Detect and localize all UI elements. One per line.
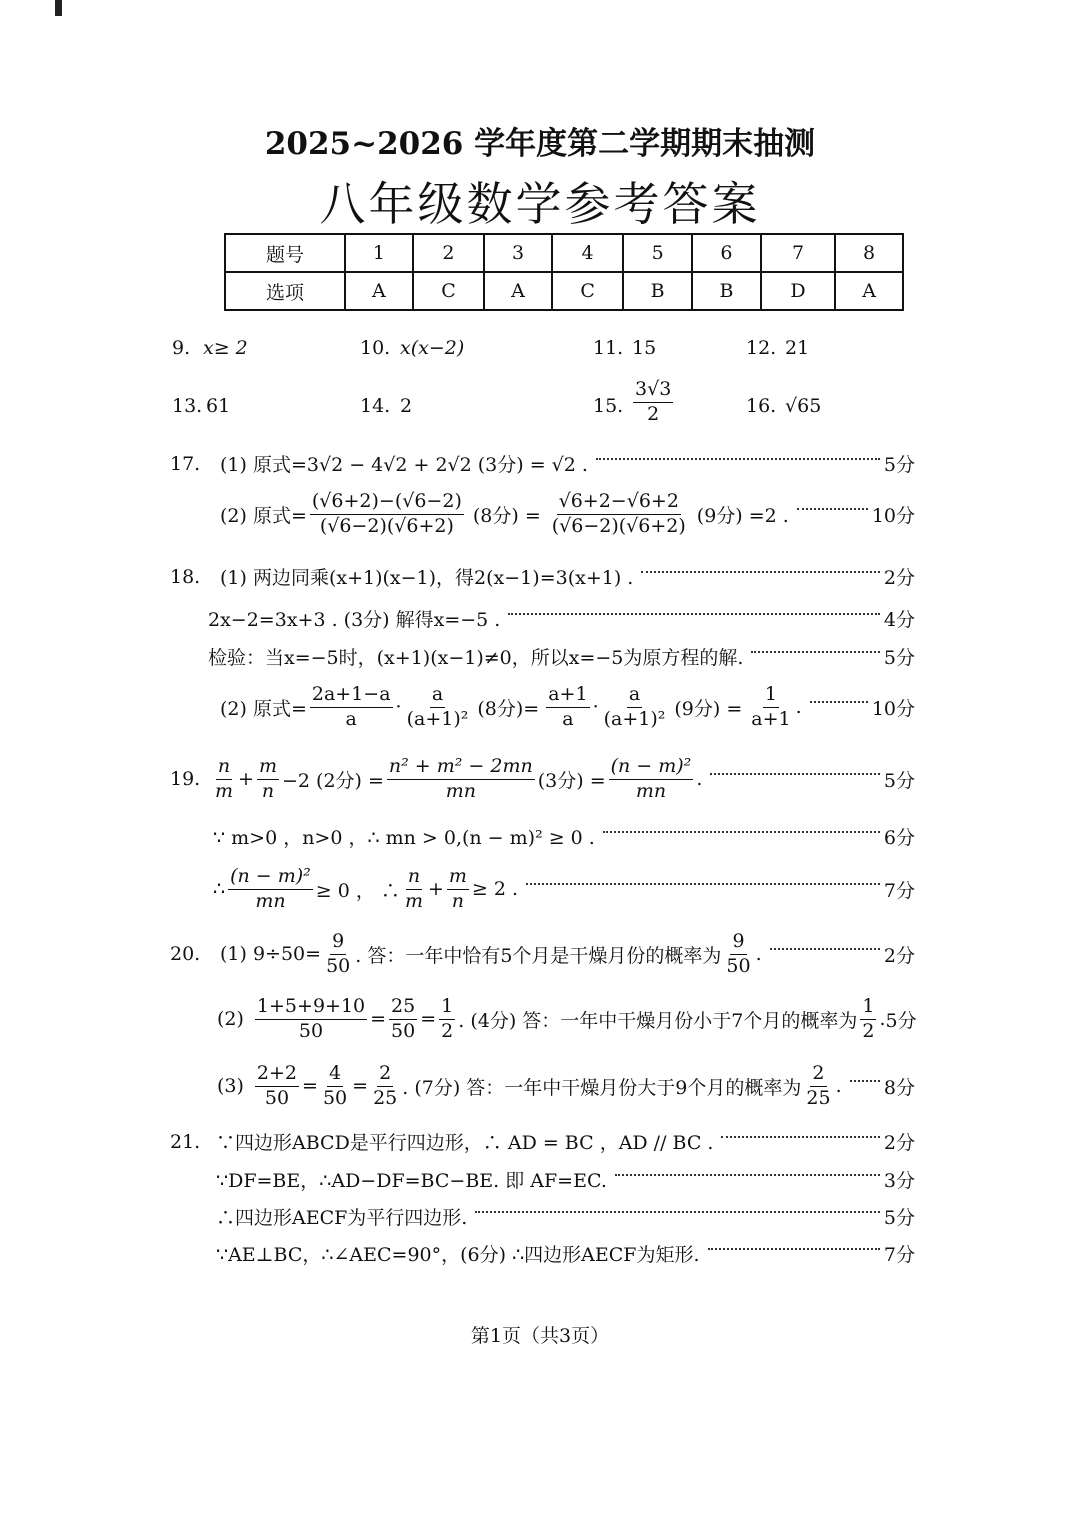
score-label: 2分 bbox=[883, 567, 915, 589]
fraction: $\frac{m}{n}$ bbox=[448, 865, 467, 912]
leader-dots bbox=[508, 613, 880, 615]
fraction: $\frac{(√6+2)-(√6-2)}{(√6-2)(√6+2)}$ bbox=[311, 490, 462, 537]
q21-line2-text: ∵DF=BE，∴AD−DF=BC−BE. 即 AF=EC. bbox=[216, 1170, 607, 1192]
fraction: $\frac{25}{50}$ bbox=[391, 995, 416, 1042]
q20-part1: 20. (1) 9÷50= $\frac{9}{50}$ . 答：一年中恰有5个月是干燥月份的概率为 $\frac{9}{50}$ . 2分 bbox=[170, 930, 915, 977]
q19-line1-b: (3分) = bbox=[537, 769, 606, 792]
answer-key-title: 八年级数学参考答案 bbox=[319, 177, 761, 231]
q11-number: 11. bbox=[593, 337, 624, 359]
q18-line2 bbox=[0, 605, 915, 632]
fraction: $\frac{a}{\text{(a+1)²}}$ bbox=[603, 683, 666, 730]
fraction: $\frac{9}{50}$ bbox=[326, 930, 351, 977]
table-row bbox=[225, 234, 903, 272]
fraction: $\frac{1}{2}$ bbox=[441, 995, 454, 1042]
q21-line2 bbox=[0, 1166, 915, 1193]
score-label: 5分 bbox=[885, 1009, 917, 1032]
fraction: $\frac{\text{n² + m² − 2mn}}{mn}$ bbox=[388, 755, 533, 802]
q19-line3-c: ≥ 2 . bbox=[471, 878, 519, 901]
table-cell: A bbox=[835, 272, 903, 310]
q20-part3-a: (3) bbox=[217, 1075, 244, 1098]
q21-line3 bbox=[0, 1203, 915, 1230]
choice-answer-table bbox=[224, 233, 904, 311]
page-number: 第1页（共3页） bbox=[470, 1325, 610, 1347]
q20-part3-b: . (7分) 答：一年中干燥月份大于9个月的概率为 bbox=[402, 1076, 802, 1099]
q20-part2-a: (2) bbox=[217, 1008, 244, 1031]
q13-answer: 61 bbox=[206, 395, 231, 417]
q14-answer: 2 bbox=[400, 395, 413, 417]
score-label: 2分 bbox=[883, 944, 915, 967]
fraction: $\frac{1}{a+1}$ bbox=[751, 683, 791, 730]
q17-part1-text: (1) 原式=3√2 − 4√2 + 2√2 (3分) = √2 . bbox=[220, 454, 588, 476]
leader-dots bbox=[596, 458, 880, 460]
fraction: $\frac{a+1}{a}$ bbox=[548, 683, 588, 730]
leader-dots bbox=[751, 651, 879, 653]
table-cell: B bbox=[623, 272, 692, 310]
q10-number: 10. bbox=[360, 337, 391, 359]
fraction: $\frac{2a+1-a}{a}$ bbox=[311, 683, 391, 730]
table-row bbox=[225, 272, 903, 310]
q9-number: 9. bbox=[172, 337, 191, 359]
fraction: $\frac{2}{25}$ bbox=[806, 1062, 831, 1109]
table-header-cell: 选项 bbox=[225, 272, 345, 310]
fraction: $\frac{4}{50}$ bbox=[322, 1062, 348, 1109]
q19-number: 19. bbox=[170, 768, 201, 791]
q18-line1 bbox=[0, 563, 915, 590]
scan-mark bbox=[55, 0, 62, 16]
score-label: 4分 bbox=[883, 609, 915, 631]
leader-dots bbox=[710, 773, 880, 775]
q18-line1-text: (1) 两边同乘(x+1)(x−1)，得2(x−1)=3(x+1) . bbox=[220, 567, 634, 589]
q20-part1-a: (1) 9÷50= bbox=[220, 943, 322, 966]
table-cell: 5 bbox=[623, 234, 692, 272]
q21-line1-text: ∵四边形ABCD是平行四边形，∴ AD = BC ，AD // BC . bbox=[216, 1132, 714, 1154]
fraction: $\frac{1}{2}$ bbox=[862, 995, 875, 1042]
q20-part3: (3) $\frac{2+2}{50}$ = $\frac{4}{50}$ = $\frac{2}{25}$ . (7分) 答：一年中干燥月份大于9个月的概率为 $\frac{2}{25}$ . 8分 bbox=[217, 1062, 915, 1109]
table-cell: D bbox=[761, 272, 835, 310]
q18-part2-row: (2) 原式= $\frac{2a+1-a}{a}$ · $\frac{a}{\text{(a+1)²}}$ (8分)= $\frac{a+1}{a}$ · $\frac{a}{\text{(a+1)²}}$ (9分) = $\frac{1}{a+1}$ . 10分 bbox=[220, 683, 915, 730]
q18-line2-text: 2x−2=3x+3 . (3分) 解得x=−5 . bbox=[208, 609, 501, 631]
q15-answer bbox=[630, 378, 676, 427]
leader-dots bbox=[603, 831, 880, 833]
q21-number: 21. bbox=[170, 1130, 201, 1153]
leader-dots bbox=[850, 1080, 880, 1082]
table-cell: 8 bbox=[835, 234, 903, 272]
fraction: $\frac{√6+2-√6+2}{(√6-2)(√6+2)}$ bbox=[551, 490, 686, 537]
fraction: $\frac{n}{m}$ bbox=[215, 755, 234, 802]
q11-answer: 15 bbox=[632, 337, 657, 359]
score-label: 6分 bbox=[883, 827, 915, 849]
q17-part2-tail: (9分) =2 . bbox=[696, 504, 789, 527]
table-cell: A bbox=[484, 272, 552, 310]
leader-dots bbox=[526, 883, 880, 885]
q15-number: 15. bbox=[593, 395, 624, 417]
q17-part1-row bbox=[0, 450, 915, 477]
q19-line3-b: ≥ 0 ， ∴ bbox=[315, 879, 400, 902]
q21-line4-text: ∵AE⊥BC，∴∠AEC=90°，(6分) ∴四边形AECF为矩形. bbox=[216, 1244, 700, 1266]
table-cell: 6 bbox=[692, 234, 761, 272]
table-cell: 2 bbox=[413, 234, 484, 272]
q19-line3-a: ∴ bbox=[213, 878, 226, 901]
leader-dots bbox=[641, 571, 880, 573]
table-cell: 4 bbox=[552, 234, 623, 272]
leader-dots bbox=[770, 948, 880, 950]
table-cell: C bbox=[413, 272, 484, 310]
exam-title: 2025~2026 学年度第二学期期末抽测 bbox=[264, 126, 816, 162]
table-cell: 7 bbox=[761, 234, 835, 272]
q17-part2-mid: (8分) = bbox=[472, 504, 541, 527]
q20-number: 20. bbox=[170, 943, 201, 966]
q21-line3-text: ∴四边形AECF为平行四边形. bbox=[216, 1207, 468, 1229]
score-label: 3分 bbox=[883, 1170, 915, 1192]
table-cell: B bbox=[692, 272, 761, 310]
leader-dots bbox=[810, 701, 868, 703]
q20-part1-b: . 答：一年中恰有5个月是干燥月份的概率为 bbox=[355, 944, 722, 967]
fraction: $\frac{9}{50}$ bbox=[726, 930, 751, 977]
fraction: $\frac{n}{m}$ bbox=[404, 865, 423, 912]
score-label: 5分 bbox=[883, 769, 915, 792]
leader-dots bbox=[721, 1136, 879, 1138]
score-label: 2分 bbox=[883, 1132, 915, 1154]
q16-number: 16. bbox=[746, 395, 777, 417]
q20-part2-b: . (4分) 答：一年中干燥月份小于7个月的概率为 bbox=[458, 1009, 858, 1032]
score-label: 10分 bbox=[871, 697, 915, 720]
q18-number: 18. bbox=[170, 565, 201, 588]
fraction: $\frac{3√3}{2}$ bbox=[635, 378, 672, 425]
score-label: 8分 bbox=[883, 1076, 915, 1099]
q14-number: 14. bbox=[360, 395, 391, 417]
table-cell: 3 bbox=[484, 234, 552, 272]
q21-line4 bbox=[0, 1240, 915, 1267]
score-label: 5分 bbox=[883, 1207, 915, 1229]
leader-dots bbox=[615, 1174, 880, 1176]
q18-line3 bbox=[0, 643, 915, 670]
score-label: 7分 bbox=[883, 1244, 915, 1266]
q19-line3: ∴ $\frac{\text{(n − m)²}}{mn}$ ≥ 0 ， ∴ $\frac{n}{m}$ + $\frac{m}{n}$ ≥ 2 . 7分 bbox=[213, 865, 915, 912]
q9-answer: x≥ 2 bbox=[203, 337, 248, 359]
fraction: $\frac{2+2}{50}$ bbox=[256, 1062, 298, 1109]
q19-line2-text: ∵ m>0 ，n>0 ，∴ mn > 0,(n − m)² ≥ 0 . bbox=[213, 827, 595, 849]
leader-dots bbox=[797, 508, 868, 510]
leader-dots bbox=[708, 1248, 880, 1250]
q19-line1-a: −2 (2分) = bbox=[281, 769, 384, 792]
fraction: $\frac{1+5+9+10}{50}$ bbox=[256, 995, 366, 1042]
score-label: 10分 bbox=[871, 504, 915, 527]
fraction: $\frac{\text{(n − m)²}}{mn}$ bbox=[610, 755, 692, 802]
q16-answer: √65 bbox=[785, 395, 822, 417]
q12-answer: 21 bbox=[785, 337, 810, 359]
table-cell: C bbox=[552, 272, 623, 310]
fraction: $\frac{a}{\text{(a+1)²}}$ bbox=[406, 683, 469, 730]
fraction: $\frac{\text{(n − m)²}}{mn}$ bbox=[230, 865, 311, 912]
fraction: $\frac{m}{n}$ bbox=[258, 755, 277, 802]
q17-part2-prefix: (2) 原式= bbox=[220, 504, 307, 527]
table-cell: A bbox=[345, 272, 413, 310]
q18-part2-prefix: (2) 原式= bbox=[220, 697, 307, 720]
fraction: $\frac{2}{25}$ bbox=[373, 1062, 398, 1109]
table-header-cell: 题号 bbox=[225, 234, 345, 272]
q18-part2-mid2: (9分) = bbox=[674, 697, 743, 720]
q17-number: 17. bbox=[170, 452, 201, 475]
q18-part2-mid1: (8分)= bbox=[477, 697, 540, 720]
score-label: 5分 bbox=[883, 647, 915, 669]
q12-number: 12. bbox=[746, 337, 777, 359]
q19-line1: 19. $\frac{n}{m}$ + $\frac{m}{n}$ −2 (2分) = $\frac{\text{n² + m² − 2mn}}{mn}$ (3分) = $\frac{\text{(n − m)²}}{mn}$ . 5分 bbox=[170, 755, 915, 802]
q18-line3-text: 检验：当x=−5时，(x+1)(x−1)≠0，所以x=−5为原方程的解. bbox=[208, 647, 744, 669]
table-cell: 1 bbox=[345, 234, 413, 272]
q19-line2 bbox=[0, 823, 915, 850]
q10-answer: x(x−2) bbox=[400, 337, 465, 359]
q20-part2: (2) $\frac{1+5+9+10}{50}$ = $\frac{25}{50}$ = $\frac{1}{2}$ . (4分) 答：一年中干燥月份小于7个月的概率为 $\frac{1}{2}$ . 5分 bbox=[217, 995, 917, 1042]
q21-line1 bbox=[0, 1128, 915, 1155]
score-label: 5分 bbox=[883, 454, 915, 476]
q17-part2-row bbox=[0, 490, 915, 539]
leader-dots bbox=[475, 1211, 880, 1213]
q13-number: 13. bbox=[172, 395, 203, 417]
score-label: 7分 bbox=[883, 879, 915, 902]
